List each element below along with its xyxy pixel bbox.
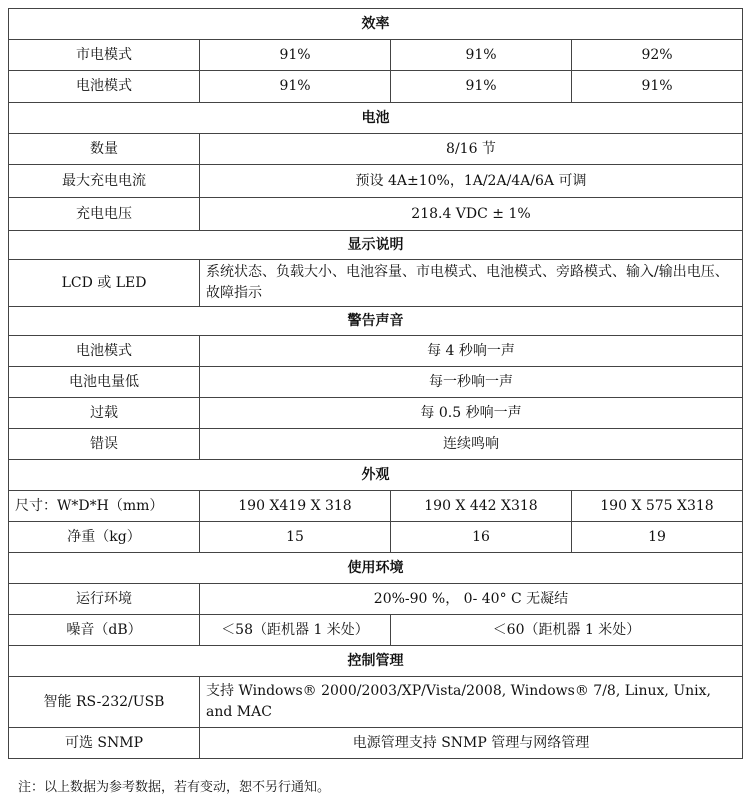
cell-value: 190 X419 X 318	[200, 491, 391, 522]
row-label: 数量	[9, 134, 200, 165]
row-label: 可选 SNMP	[9, 728, 200, 759]
table-row	[9, 71, 743, 103]
table-row	[9, 522, 743, 553]
table-row	[9, 728, 743, 759]
cell-value: ＜58（距机器 1 米处）	[200, 615, 391, 646]
section-header-row	[9, 307, 743, 336]
cell-value: 每 4 秒响一声	[200, 336, 743, 367]
row-label: 充电电压	[9, 198, 200, 231]
row-label: 净重（kg）	[9, 522, 200, 553]
row-label: 过载	[9, 398, 200, 429]
row-label: 运行环境	[9, 584, 200, 615]
section-header-row	[9, 103, 743, 134]
table-row	[9, 40, 743, 71]
cell-value: 每一秒响一声	[200, 367, 743, 398]
cell-value: 91%	[200, 40, 391, 71]
cell-value: 19	[572, 522, 743, 553]
section-header-row	[9, 231, 743, 260]
row-label: 智能 RS-232/USB	[9, 677, 200, 728]
table-row	[9, 260, 743, 307]
spec-table-container	[8, 8, 742, 759]
cell-value: 20%-90 %， 0- 40° C 无凝结	[200, 584, 743, 615]
table-row	[9, 677, 743, 728]
cell-value: 连续鸣响	[200, 429, 743, 460]
cell-value: 91%	[391, 71, 572, 103]
section-title-management: 控制管理	[9, 646, 743, 677]
section-header-row	[9, 553, 743, 584]
section-title-efficiency: 效率	[9, 9, 743, 40]
cell-value: 15	[200, 522, 391, 553]
cell-value: 8/16 节	[200, 134, 743, 165]
table-row	[9, 429, 743, 460]
section-header-row	[9, 460, 743, 491]
cell-value: 91%	[200, 71, 391, 103]
row-label: 电池电量低	[9, 367, 200, 398]
row-label: 尺寸：W*D*H（mm）	[9, 491, 200, 522]
row-label: LCD 或 LED	[9, 260, 200, 307]
spec-table	[8, 8, 743, 759]
table-row	[9, 336, 743, 367]
row-label: 电池模式	[9, 336, 200, 367]
cell-value: 190 X 575 X318	[572, 491, 743, 522]
footnote: 注：以上数据为参考数据，若有变动，恕不另行通知。	[18, 780, 331, 795]
cell-value: 16	[391, 522, 572, 553]
table-row	[9, 198, 743, 231]
section-title-battery: 电池	[9, 103, 743, 134]
row-label: 市电模式	[9, 40, 200, 71]
section-header-row	[9, 646, 743, 677]
section-title-environment: 使用环境	[9, 553, 743, 584]
row-label: 错误	[9, 429, 200, 460]
table-row	[9, 367, 743, 398]
cell-value: 系统状态、负载大小、电池容量、市电模式、电池模式、旁路模式、输入/输出电压、故障指示	[200, 260, 743, 307]
section-title-appearance: 外观	[9, 460, 743, 491]
table-row	[9, 134, 743, 165]
table-row	[9, 584, 743, 615]
cell-value: 91%	[391, 40, 572, 71]
cell-value: 91%	[572, 71, 743, 103]
row-label: 电池模式	[9, 71, 200, 103]
table-row	[9, 165, 743, 198]
cell-value: 92%	[572, 40, 743, 71]
cell-value: 预设 4A±10%，1A/2A/4A/6A 可调	[200, 165, 743, 198]
cell-value: 支持 Windows® 2000/2003/XP/Vista/2008, Windows® 7/8, Linux, Unix, and MAC	[200, 677, 743, 728]
row-label: 噪音（dB）	[9, 615, 200, 646]
cell-value: 每 0.5 秒响一声	[200, 398, 743, 429]
cell-value: 190 X 442 X318	[391, 491, 572, 522]
table-row	[9, 491, 743, 522]
row-label: 最大充电电流	[9, 165, 200, 198]
cell-value: 电源管理支持 SNMP 管理与网络管理	[200, 728, 743, 759]
table-row	[9, 398, 743, 429]
cell-value: 218.4 VDC ± 1%	[200, 198, 743, 231]
section-header-row	[9, 9, 743, 40]
section-title-alarm: 警告声音	[9, 307, 743, 336]
section-title-display: 显示说明	[9, 231, 743, 260]
cell-value: ＜60（距机器 1 米处）	[391, 615, 743, 646]
table-row	[9, 615, 743, 646]
